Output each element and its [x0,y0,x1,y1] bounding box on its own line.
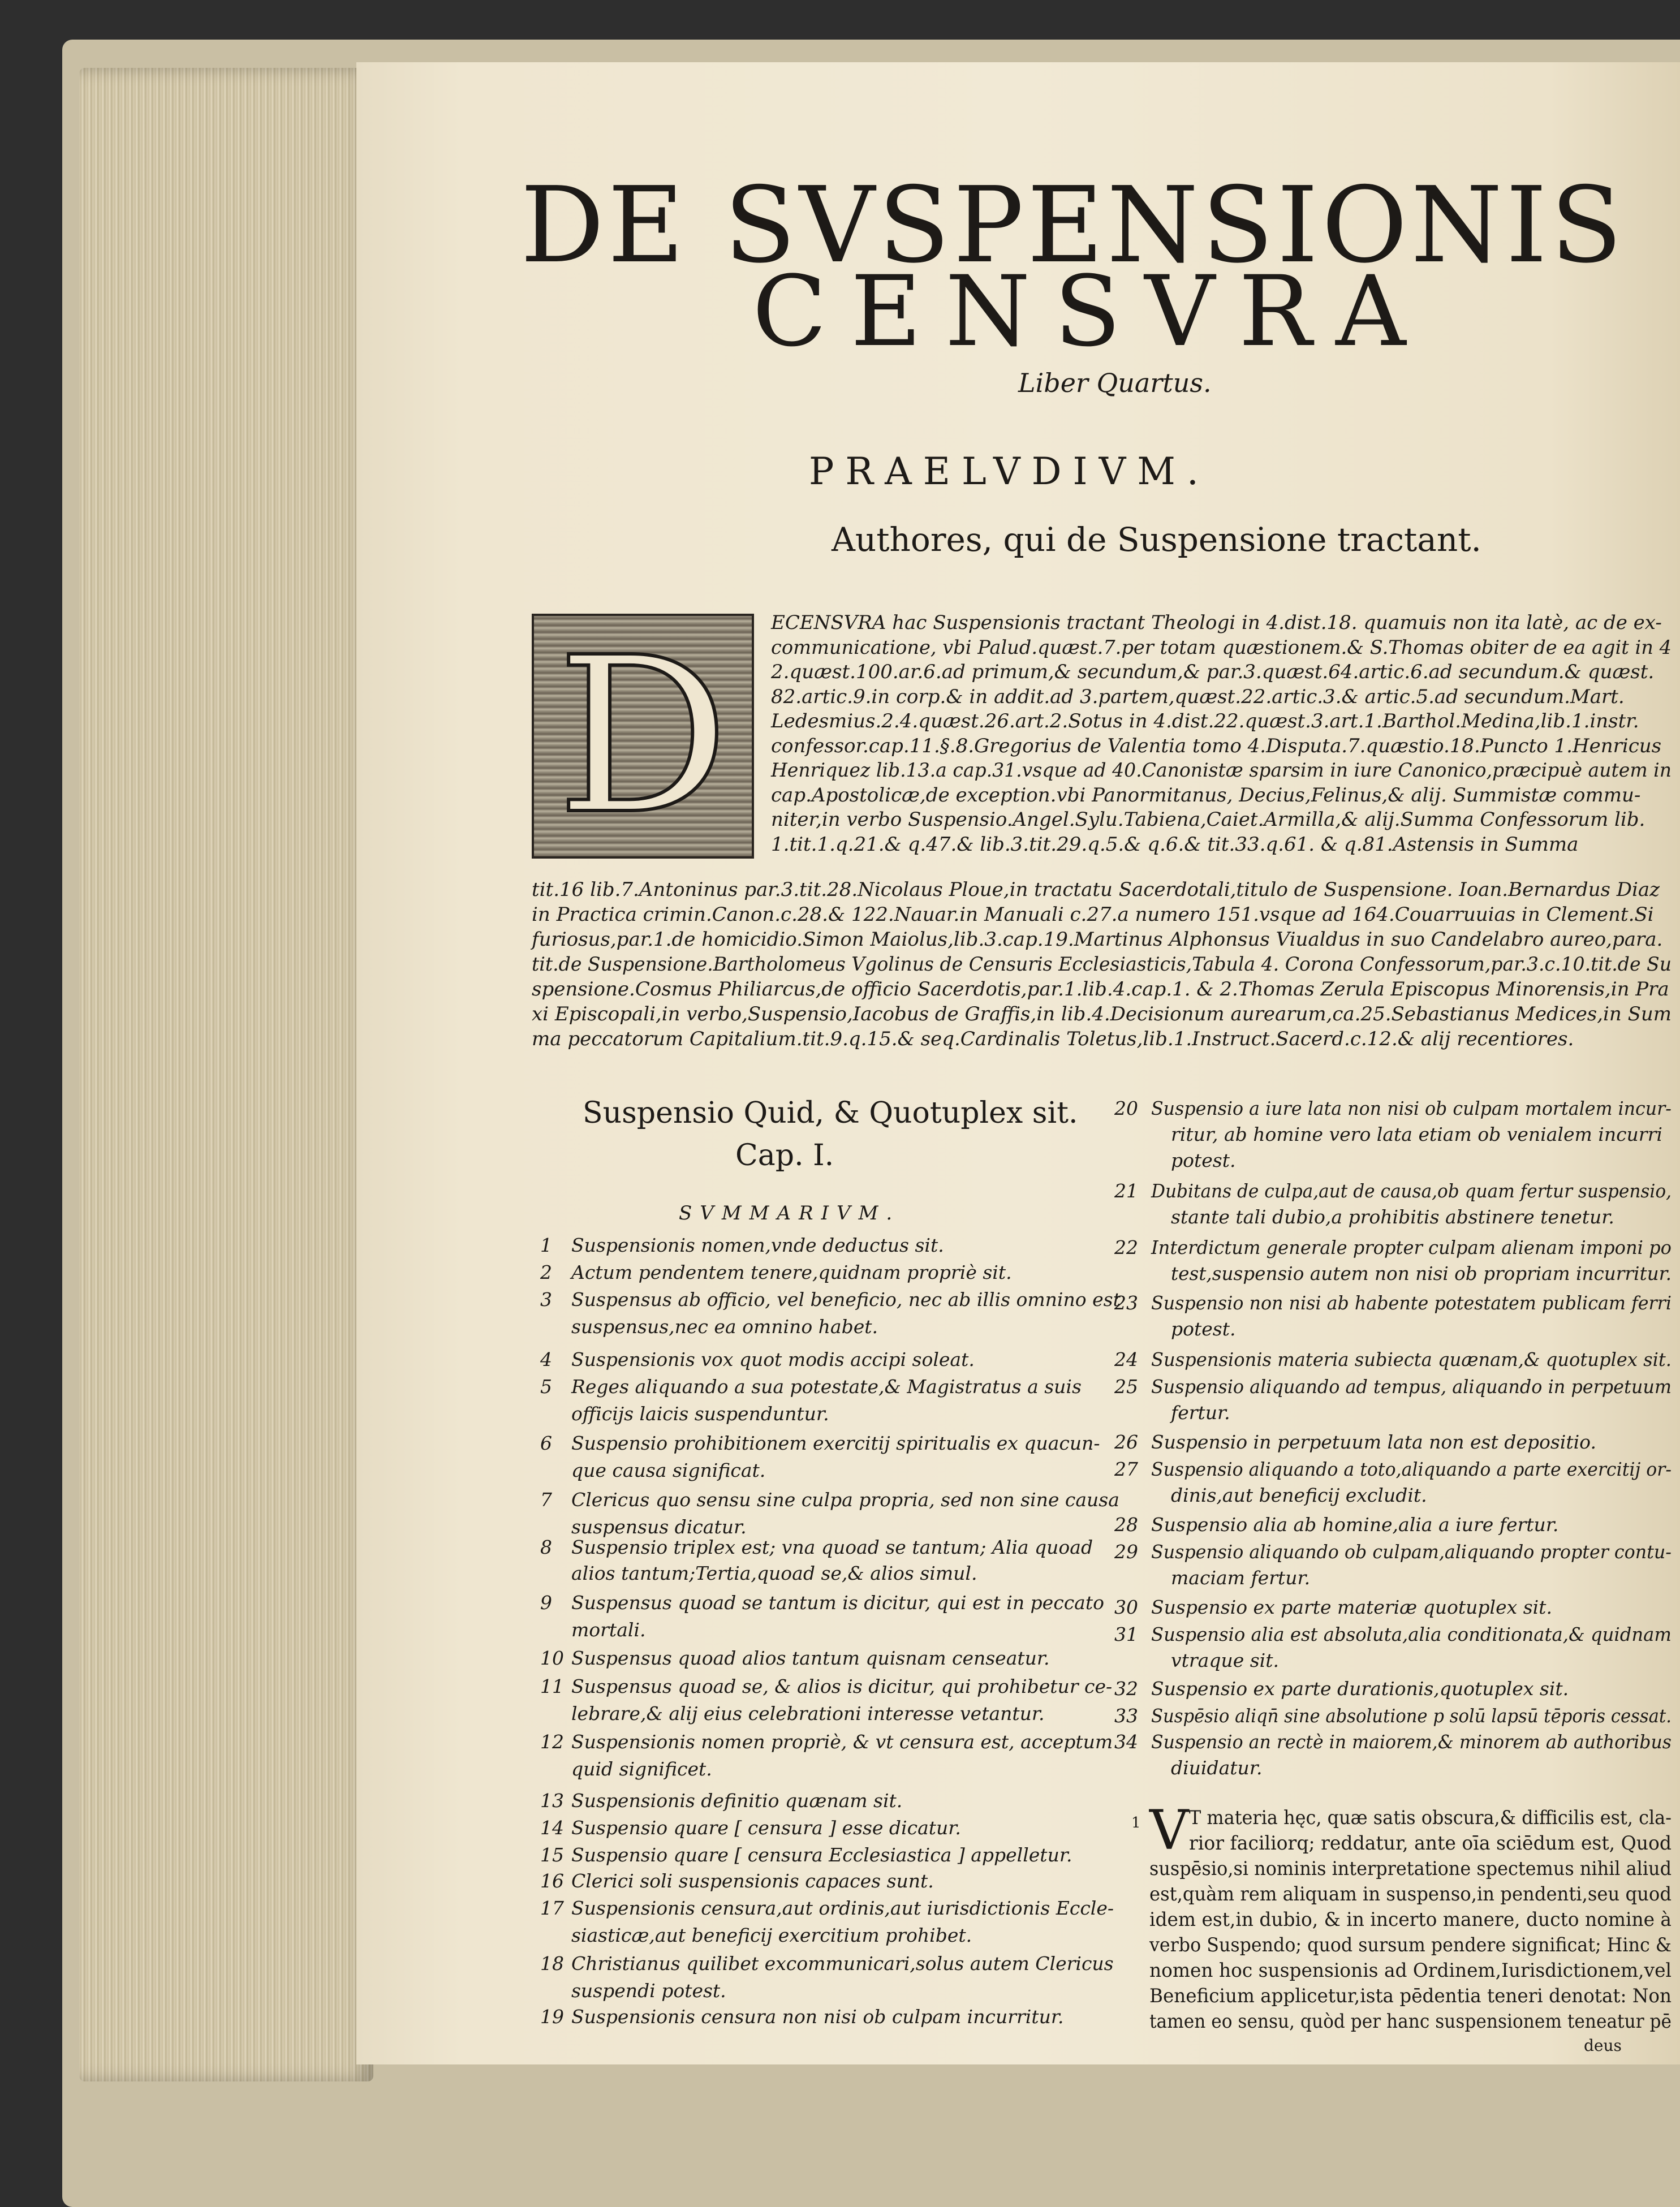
intro-line: 1.tit.1.q.21.& q.47.& lib.3.tit.29.q.5.& q.6.& tit.33.q.61. & q.81.Astensis in Summa [771,833,1579,856]
summary-item: Suspensionis materia subiecta quænam,& quotuplex sit. [1151,1348,1672,1370]
summary-item: ritur, ab homine vero lata etiam ob venialem incurri [1171,1123,1662,1145]
summary-item: alios tantum;Tertia,quoad se,& alios simul. [571,1562,977,1584]
summary-item: stante tali dubio,a prohibitis abstinere tenetur. [1171,1206,1614,1228]
summary-number: 32 [1114,1678,1138,1700]
body-line: T materia hęc, quæ satis obscura,& difficilis est, cla- [1189,1807,1672,1829]
summary-item: Suspensio an rectè in maiorem,& minorem ab authoribus [1151,1731,1672,1753]
summary-item: mortali. [571,1619,646,1641]
summary-item: fertur. [1171,1402,1230,1424]
intro-line: Ledesmius.2.4.quæst.26.art.2.Sotus in 4.dist.22.quæst.3.art.1.Barthol.Medina,lib.1.instr. [771,710,1639,732]
intro-line: tit.de Suspensione.Bartholomeus Vgolinus de Censuris Ecclesiasticis,Tabula 4. Corona Confessorum,par.3.c.10.tit.de Su [532,953,1672,976]
intro-line: tit.16 lib.7.Antoninus par.3.tit.28.Nicolaus Ploue,in tractatu Sacerdotali,titulo de Suspensione. Ioan.Bernardus Diaz [532,878,1660,901]
summary-item: Clerici soli suspensionis capaces sunt. [571,1870,934,1892]
summary-item: Suspensio aliquando ob culpam,aliquando propter contu- [1151,1541,1672,1563]
summary-number: 33 [1114,1705,1138,1727]
intro-line: furiosus,par.1.de homicidio.Simon Maiolus,lib.3.cap.19.Martinus Alphonsus Viualdus in suo Candelabro aureo,para. [532,928,1663,951]
paragraph-initial: V [1149,1799,1189,1862]
summary-number: 2 [540,1261,552,1283]
title-line-1: DE SVSPENSIONIS [520,164,1626,286]
summary-number: 15 [540,1844,564,1866]
summary-number: 29 [1114,1541,1138,1563]
summary-item: Suspensionis nomen propriè, & vt censura est, acceptum [571,1731,1113,1753]
summary-number: 21 [1114,1180,1138,1202]
summary-number: 3 [540,1288,552,1311]
decorated-initial-letter: D [557,611,729,861]
summary-item: Suspensio alia ab homine,alia a iure fertur. [1151,1514,1559,1536]
summary-item: Suspensionis censura,aut ordinis,aut iurisdictionis Eccle- [571,1897,1114,1919]
body-line: nomen hoc suspensionis ad Ordinem,Iurisdictionem,vel [1149,1959,1672,1982]
summary-number: 4 [540,1348,552,1370]
book-subtitle: Liber Quartus. [1018,368,1212,398]
intro-line: spensione.Cosmus Philiarcus,de officio Sacerdotis,par.1.lib.4.cap.1. & 2.Thomas Zerula Episcopus Minorensis,in Pra [532,978,1669,1001]
summary-number: 14 [540,1817,564,1839]
intro-line: Henriquez lib.13.a cap.31.vsque ad 40.Canonistæ sparsim in iure Canonico,præcipuè autem in [771,759,1672,782]
body-line: Beneficium applicetur,ista pēdentia teneri denotat: Non [1149,1985,1672,2007]
summary-item: Suspensio ex parte materiæ quotuplex sit. [1151,1596,1552,1618]
summary-number: 31 [1114,1623,1138,1645]
summary-number: 34 [1114,1731,1138,1753]
summary-item: suspensus,nec ea omnino habet. [571,1316,878,1338]
prelude-heading: PRAELVDIVM. [809,450,1210,493]
body-line: suspēsio,si nominis interpretatione spectemus nihil aliud [1149,1857,1672,1880]
summarium-heading: SVMMARIVM. [679,1202,901,1225]
summary-item: Suspensionis definitio quænam sit. [571,1790,903,1812]
summary-item: Reges aliquando a sua potestate,& Magistratus a suis [571,1376,1082,1398]
intro-line: niter,in verbo Suspensio.Angel.Sylu.Tabiena,Caiet.Armilla,& alij.Summa Confessorum lib. [771,808,1645,831]
intro-line: communicatione, vbi Palud.quæst.7.per totam quæstionem.& S.Thomas obiter de ea agit in 4 [771,636,1672,659]
summary-number: 16 [540,1870,564,1892]
summary-item: que causa significat. [571,1459,766,1481]
summary-item: Suspensio non nisi ab habente potestatem publicam ferri [1151,1292,1672,1314]
intro-line: cap.Apostolicæ,de exception.vbi Panormitanus, Decius,Felinus,& alij. Summistæ commu- [771,784,1641,807]
summary-number: 12 [540,1731,564,1753]
summary-item: Suspensio triplex est; vna quoad se tantum; Alia quoad [571,1536,1093,1558]
paragraph-marker: 1 [1131,1814,1141,1831]
summary-item: Suspensionis censura non nisi ob culpam incurritur. [571,2006,1064,2028]
summary-item: Suspensio quare [ censura ] esse dicatur. [571,1817,961,1839]
summary-number: 30 [1114,1596,1138,1618]
summary-number: 6 [540,1432,552,1454]
intro-line: ma peccatorum Capitalium.tit.9.q.15.& seq.Cardinalis Toletus,lib.1.Instruct.Sacerd.c.12.& alij recentiores. [532,1028,1574,1050]
summary-item: Suspensio prohibitionem exercitij spiritualis ex quacun- [571,1432,1100,1454]
summary-item: potest. [1171,1318,1236,1340]
summary-number: 26 [1114,1431,1138,1453]
summary-number: 1 [540,1234,552,1256]
summary-item: siasticæ,aut beneficij exercitium prohibet. [571,1924,972,1946]
summary-item: Suspensionis nomen,vnde deductus sit. [571,1234,944,1256]
summary-item: potest. [1171,1149,1236,1171]
summary-item: Suspensio alia est absoluta,alia conditionata,& quidnam [1151,1623,1672,1645]
summary-item: test,suspensio autem non nisi ob propriam incurritur. [1171,1262,1672,1284]
intro-line: xi Episcopali,in verbo,Suspensio,Iacobus de Graffis,in lib.4.Decisionum aurearum,ca.25.Sebastianus Medices,in Sum [532,1003,1672,1025]
summary-number: 20 [1114,1097,1138,1119]
summary-item: Suspensio a iure lata non nisi ob culpam mortalem incur- [1151,1097,1672,1119]
authors-heading: Authores, qui de Suspensione tractant. [832,520,1481,559]
summary-item: officijs laicis suspenduntur. [571,1403,829,1425]
summary-number: 24 [1114,1348,1138,1370]
summary-number: 19 [540,2006,564,2028]
summary-number: 5 [540,1376,552,1398]
intro-line: 82.artic.9.in corp.& in addit.ad 3.partem,quæst.22.artic.3.& artic.5.ad secundum.Mart. [771,686,1625,708]
decorated-initial [532,611,754,861]
summary-item: Suspensio in perpetuum lata non est depositio. [1151,1431,1596,1453]
summary-item: quid significet. [571,1758,712,1780]
summary-number: 13 [540,1790,564,1812]
intro-line: 2.quæst.100.ar.6.ad primum,& secundum,& par.3.quæst.64.artic.6.ad secundum.& quæst. [771,661,1655,683]
title-line-2: CENSVRA [752,255,1430,368]
summary-number: 27 [1114,1458,1138,1480]
summary-item: dinis,aut beneficij excludit. [1171,1484,1427,1506]
summary-item: Actum pendentem tenere,quidnam propriè sit. [571,1261,1012,1283]
page-edges [79,68,373,2081]
summary-item: Suspensio aliquando a toto,aliquando a parte exercitij or- [1151,1458,1672,1480]
intro-line: ECENSVRA hac Suspensionis tractant Theologi in 4.dist.18. quamuis non ita latè, ac de ex- [771,611,1662,634]
summary-item: Suspensus ab officio, vel beneficio, nec ab illis omnino est [571,1288,1121,1311]
summary-item: Suspensus quoad alios tantum quisnam censeatur. [571,1647,1050,1669]
catchword: deus [1584,2036,1622,2055]
summary-number: 25 [1114,1376,1138,1398]
summary-number: 28 [1114,1514,1138,1536]
summary-item: lebrare,& alij eius celebrationi interesse vetantur. [571,1702,1045,1725]
body-line: idem est,in dubio, & in incerto manere, ducto nomine à [1149,1908,1672,1931]
summary-item: suspendi potest. [571,1980,726,2002]
summary-number: 17 [540,1897,564,1919]
body-line: est,quàm rem aliquam in suspenso,in pendenti,seu quod [1149,1883,1672,1906]
summary-item: Suspensio aliquando ad tempus, aliquando in perpetuum [1151,1376,1672,1398]
summary-number: 22 [1114,1236,1138,1258]
summary-item: Dubitans de culpa,aut de causa,ob quam fertur suspensio, [1151,1180,1672,1202]
summary-number: 8 [540,1536,552,1558]
summary-number: 11 [540,1675,564,1697]
chapter-number: Cap. I. [735,1139,834,1173]
summary-item: Suspensus quoad se tantum is dicitur, qui est in peccato [571,1592,1104,1614]
summary-item: Clericus quo sensu sine culpa propria, sed non sine causa [571,1489,1119,1511]
summary-item: Christianus quilibet excommunicari,solus autem Clericus [571,1952,1114,1975]
intro-line: confessor.cap.11.§.8.Gregorius de Valentia tomo 4.Disputa.7.quæstio.18.Puncto 1.Henricus [771,735,1662,757]
summary-item: suspensus dicatur. [571,1516,747,1538]
summary-number: 10 [540,1647,564,1669]
summary-item: Suspensionis vox quot modis accipi soleat. [571,1348,975,1370]
summary-number: 9 [540,1592,552,1614]
body-line: rior faciliorq; reddatur, ante oīa sciēdum est, Quod [1189,1832,1672,1855]
summary-item: Suspensio ex parte durationis,quotuplex sit. [1151,1678,1569,1700]
summary-number: 18 [540,1952,564,1975]
intro-line: in Practica crimin.Canon.c.28.& 122.Nauar.in Manuali c.27.a numero 151.vsque ad 164.Couarruuias in Clement.Si [532,903,1654,926]
body-line: verbo Suspendo; quod sursum pendere significat; Hinc & [1149,1934,1672,1956]
summary-item: Suspensus quoad se, & alios is dicitur, qui prohibetur ce- [571,1675,1113,1697]
summary-item: Interdictum generale propter culpam alienam imponi po [1151,1236,1672,1258]
body-line: tamen eo sensu, quòd per hanc suspensionem teneatur pē [1149,2010,1672,2033]
chapter-heading: Suspensio Quid, & Quotuplex sit. [583,1096,1078,1130]
summary-item: maciam fertur. [1171,1567,1311,1589]
summary-item: diuidatur. [1171,1757,1263,1779]
summary-item: vtraque sit. [1171,1649,1279,1671]
summary-number: 23 [1114,1292,1138,1314]
summary-number: 7 [540,1489,552,1511]
summary-item: Suspensio quare [ censura Ecclesiastica ] appelletur. [571,1844,1072,1866]
summary-item: Suspēsio aliqn̄ sine absolutione p solū lapsū tēporis cessat. [1151,1705,1672,1727]
